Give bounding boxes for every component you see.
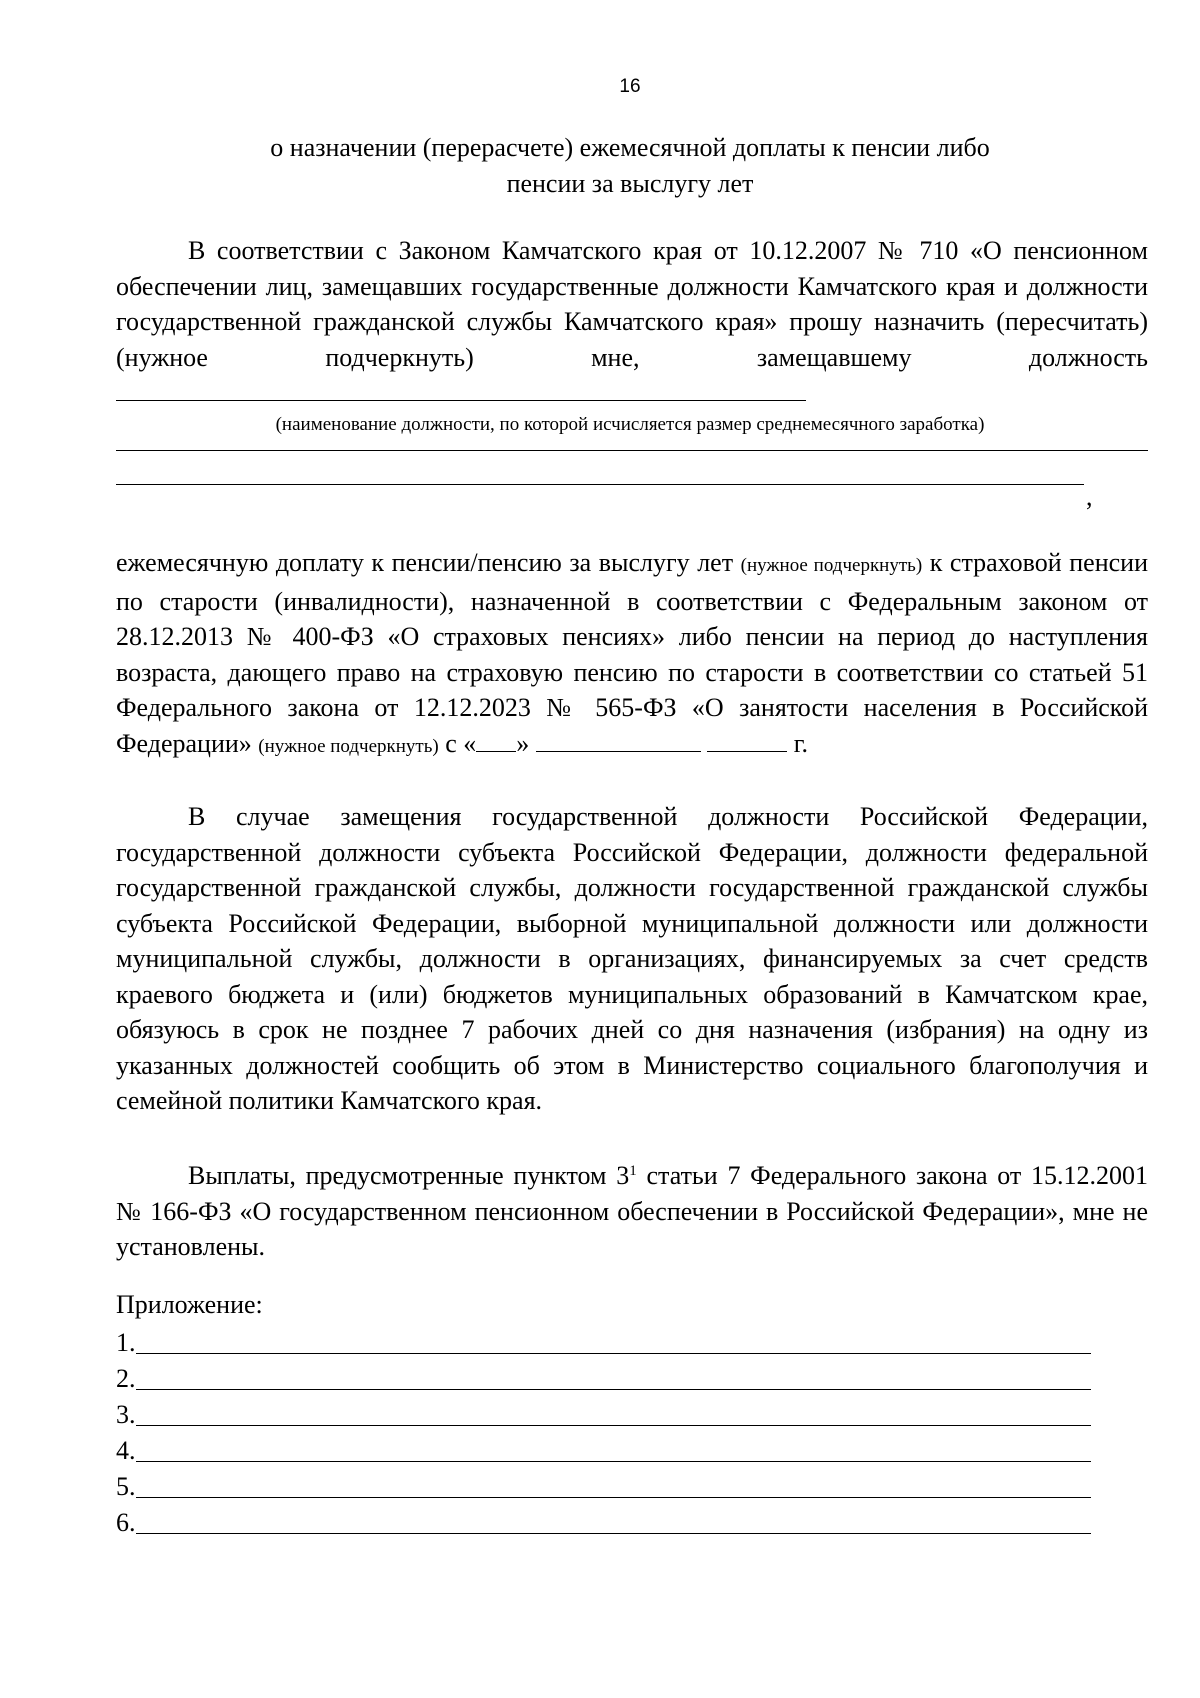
- position-continuation-line-1[interactable]: [116, 450, 1148, 451]
- request-text: В соответствии с Законом Камчатского края от 10.12.2007 № 710 «О пенсионном обеспечении лиц, замещавших государственные должности Камчатского края и должности государственной гражданской службы Камчатского края» прошу назначить (пересчитать) (нужное подчеркнуть) мне, замещавшему должность: [116, 236, 1148, 372]
- annex-item-number: 6.: [116, 1508, 136, 1537]
- annex-item-field[interactable]: [136, 1437, 1092, 1462]
- annex-item: [116, 1358, 1091, 1392]
- start-day-field[interactable]: [476, 727, 516, 752]
- superscript-1: 1: [629, 1163, 637, 1179]
- payments-text-a: Выплаты, предусмотренные пунктом 3: [188, 1161, 630, 1190]
- start-month-field[interactable]: [536, 727, 701, 752]
- annex-title: Приложение:: [116, 1290, 263, 1319]
- payment-paragraph: [116, 545, 1148, 764]
- annex-item-field[interactable]: [136, 1509, 1092, 1534]
- payments-paragraph: [116, 1158, 1148, 1265]
- request-paragraph: [116, 233, 1148, 411]
- annex-item-number: 4.: [116, 1436, 136, 1465]
- underline-note-a: (нужное подчеркнуть): [740, 555, 923, 576]
- obligation-paragraph: В случае замещения государственной должности Российской Федерации, государственной должности субъекта Российской Федерации, должности федеральной государственной гражданской службы, должности государственной гражданской службы субъекта Российской Федерации, выборной муниципальной должности или должности муниципальной службы, должности в организациях, финансируемых за счет средств краевого бюджета и (или) бюджетов муниципальных образований в Камчатском крае, обязуюсь в срок не позднее 7 рабочих дней со дня назначения (избрания) на одну из указанных должностей сообщить об этом в Министерство социального благополучия и семейной политики Камчатского края.: [116, 802, 1148, 1115]
- annex-item: [116, 1394, 1091, 1428]
- payment-text-c: с «: [445, 728, 477, 758]
- title-line-2: пенсии за выслугу лет: [506, 169, 754, 198]
- annex-item-number: 2.: [116, 1364, 136, 1393]
- payment-text-e: г.: [793, 728, 809, 758]
- position-continuation-line-2[interactable]: [116, 484, 1084, 485]
- annex-item: [116, 1502, 1091, 1536]
- payments-text-b: статьи 7 Федерального закона от 15.12.2001 № 166-ФЗ «О государственном пенсионном обеспечении в Российской Федерации», мне не установлены.: [116, 1161, 1149, 1261]
- annex-item-number: 3.: [116, 1400, 136, 1429]
- payment-text-b: к страховой пенсии по старости (инвалидности), назначенной в соответствии с Федеральным законом от 28.12.2013 № 400-ФЗ «О страховых пенсиях» либо пенсии на период до наступления возраста, дающего право на страховую пенсию по старости в соответствии со статьей 51 Федерального закона от 12.12.2023 № 565-ФЗ «О занятости населения в Российской Федерации»: [116, 548, 1148, 758]
- annex-item-field[interactable]: [136, 1473, 1092, 1498]
- annex-item: [116, 1322, 1091, 1356]
- page-number: 16: [619, 76, 641, 97]
- annex-item: [116, 1430, 1091, 1464]
- title-line-1: о назначении (перерасчете) ежемесячной доплаты к пенсии либо: [270, 133, 990, 162]
- annex-item-field[interactable]: [136, 1329, 1092, 1354]
- payment-text-a: ежемесячную доплату к пенсии/пенсию за выслугу лет: [116, 548, 734, 577]
- position-caption: (наименование должности, по которой исчисляется размер среднемесячного заработка): [275, 414, 985, 435]
- start-year-field[interactable]: [707, 727, 787, 752]
- document-title: [200, 130, 1060, 202]
- position-field[interactable]: [116, 376, 806, 401]
- payment-text-d: »: [516, 728, 530, 758]
- annex-item: [116, 1466, 1091, 1500]
- annex-item-field[interactable]: [136, 1365, 1092, 1390]
- annex-item-number: 1.: [116, 1328, 136, 1357]
- annex-item-field[interactable]: [136, 1401, 1092, 1426]
- trailing-comma: ,: [1086, 482, 1093, 511]
- underline-note-b: (нужное подчеркнуть): [258, 735, 439, 757]
- annex-item-number: 5.: [116, 1472, 136, 1501]
